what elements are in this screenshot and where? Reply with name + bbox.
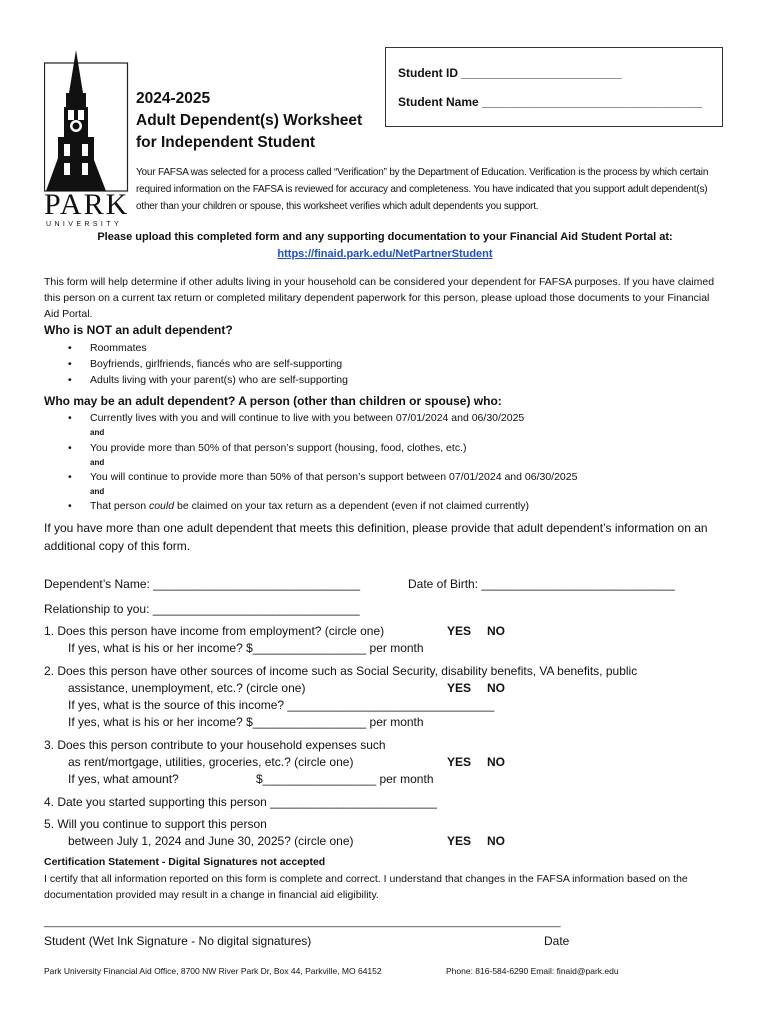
list-item: • Roommates (44, 340, 348, 356)
q5-yes[interactable]: YES (447, 834, 472, 848)
q3-no[interactable]: NO (487, 755, 505, 769)
logo-wordmark: PARK (44, 188, 130, 221)
q2-yes[interactable]: YES (447, 681, 472, 695)
may-be-dependent-heading: Who may be an adult dependent? A person (other than children or spouse) who: (44, 394, 502, 408)
q3-amount-label: If yes, what amount? (68, 772, 179, 786)
footer-contact: Phone: 816-584-6290 Email: finaid@park.edu (446, 966, 619, 976)
q5-no[interactable]: NO (487, 834, 505, 848)
help-paragraph: This form will help determine if other adults living in your household can be considered your dependent for FAFSA purposes. If you have claimed this person on a current tax return or completed military dependent paperwork for this person, please upload those documents to your Financial Aid Portal. (44, 276, 715, 320)
question-5-cont: between July 1, 2024 and June 30, 2025? (circle one) (68, 834, 354, 848)
certification-text: I certify that all information reported on this form is complete and correct. I understand that changes in the FAFSA information based on the documentation provided may result in a change in financial aid eligibility. (44, 873, 688, 901)
q1-yes[interactable]: YES (447, 624, 472, 638)
may-be-list-3 (44, 469, 577, 485)
list-item: • That person could be claimed on your tax return as a dependent (even if not claimed currently) (44, 498, 529, 514)
not-dependent-heading: Who is NOT an adult dependent? (44, 323, 233, 337)
certification-heading: Certification Statement - Digital Signatures not accepted (44, 856, 326, 868)
list-item: • Boyfriends, girlfriends, fiancés who are self-supporting (44, 356, 348, 372)
question-5: 5. Will you continue to support this person (44, 817, 267, 831)
dependent-name-field[interactable]: Dependent’s Name: _______________________________ (44, 577, 361, 591)
may-be-list-4 (44, 498, 529, 514)
and-connector: and (90, 458, 105, 467)
q1-income-field[interactable]: If yes, what is his or her income? $_________________ per month (68, 641, 424, 655)
relationship-field[interactable]: Relationship to you: _______________________________ (44, 602, 360, 616)
q2-income-field[interactable]: If yes, what is his or her income? $_________________ per month (68, 715, 424, 729)
may-be-list-2 (44, 440, 466, 456)
date-label: Date (544, 934, 570, 948)
dob-field[interactable]: Date of Birth: _____________________________ (408, 577, 675, 591)
title-line-2: for Independent Student (136, 134, 316, 151)
signature-line[interactable]: _______________________________________________________________________________________ (44, 916, 561, 928)
title-year: 2024-2025 (136, 90, 211, 107)
student-name-field[interactable]: Student Name _________________________________ (398, 95, 703, 109)
list-item: • You provide more than 50% of that person’s support (housing, food, clothes, etc.) (44, 440, 466, 456)
q2-no[interactable]: NO (487, 681, 505, 695)
and-connector: and (90, 428, 105, 437)
question-2: 2. Does this person have other sources of income such as Social Security, disability benefits, VA benefits, public (44, 664, 638, 678)
question-3-cont: as rent/mortgage, utilities, groceries, etc.? (circle one) (68, 755, 354, 769)
upload-text: Please upload this completed form and any supporting documentation to your Financial Aid Student Portal at: (97, 231, 673, 243)
question-4[interactable]: 4. Date you started supporting this person _________________________ (44, 795, 437, 809)
student-id-field[interactable]: Student ID ________________________ (398, 66, 622, 80)
footer-address: Park University Financial Aid Office, 8700 NW River Park Dr, Box 44, Parkville, MO 64152 (44, 966, 382, 976)
may-be-list-1 (44, 410, 524, 426)
not-dependent-list (44, 340, 348, 388)
student-info-box (385, 47, 723, 127)
upload-instructions (44, 229, 726, 263)
q2-source-field[interactable]: If yes, what is the source of this income? _______________________________ (68, 698, 495, 712)
question-2-cont: assistance, unemployment, etc.? (circle one) (68, 681, 306, 695)
list-item: • Adults living with your parent(s) who are self-supporting (44, 372, 348, 388)
portal-link[interactable]: https://finaid.park.edu/NetPartnerStudent (277, 248, 493, 260)
logo-subtitle: UNIVERSITY (46, 221, 123, 228)
question-3: 3. Does this person contribute to your household expenses such (44, 738, 386, 752)
title-line-1: Adult Dependent(s) Worksheet (136, 112, 363, 129)
clock-tower-icon (44, 48, 130, 193)
and-connector: and (90, 487, 105, 496)
q1-no[interactable]: NO (487, 624, 505, 638)
q3-amount-field[interactable]: $_________________ per month (256, 772, 434, 786)
list-item: • You will continue to provide more than 50% of that person’s support between 07/01/2024 and 06/30/2025 (44, 469, 577, 485)
list-item: • Currently lives with you and will continue to live with you between 07/01/2024 and 06/30/2025 (44, 410, 524, 426)
intro-paragraph: Your FAFSA was selected for a process called “Verification” by the Department of Education. Verification is the process by which certain required information on the FAFSA is reviewed for accuracy and completeness. You have indicated that you support adult dependent(s) other than your children or spouse, this worksheet verifies which adult dependents you support. (136, 167, 709, 212)
multiple-dependents-note: If you have more than one adult dependent that meets this definition, please provide that adult dependent’s information on an additional copy of this form. (44, 521, 708, 553)
q3-yes[interactable]: YES (447, 755, 472, 769)
signature-label: Student (Wet Ink Signature - No digital signatures) (44, 934, 312, 948)
form-title (136, 88, 362, 154)
question-1: 1. Does this person have income from employment? (circle one) (44, 624, 385, 638)
